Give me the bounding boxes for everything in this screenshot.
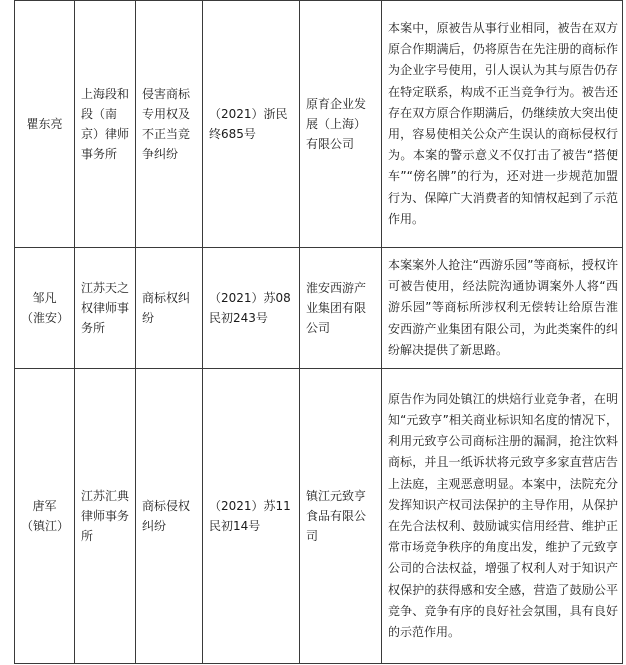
- case-table-container: [14, 0, 623, 664]
- table-row: [15, 1, 623, 248]
- party-cell: [300, 1, 382, 248]
- case-type: 商标权纠纷: [142, 291, 191, 325]
- case-table: [14, 0, 623, 664]
- case-number-cell: [203, 248, 300, 369]
- case-number-cell: [203, 1, 300, 248]
- law-firm-cell: [75, 248, 136, 369]
- lawyer-name: 唐军（镇江）: [21, 499, 70, 533]
- law-firm-cell: [75, 369, 136, 664]
- case-number: （2021）苏08民初243号: [209, 291, 291, 325]
- description-cell: [382, 1, 623, 248]
- lawyer-name-cell: [15, 369, 75, 664]
- case-type-cell: [136, 248, 203, 369]
- description-cell: [382, 369, 623, 664]
- party-cell: [300, 369, 382, 664]
- table-row: [15, 369, 623, 664]
- law-firm: 江苏天之权律师事务所: [81, 281, 130, 335]
- lawyer-name: 瞿东亮: [26, 117, 63, 131]
- description-cell: [382, 248, 623, 369]
- lawyer-name: 邹凡（淮安）: [21, 291, 70, 325]
- table-row: [15, 248, 623, 369]
- case-description: 本案中，原被告从事行业相同，被告在双方原合作期满后，仍将原告在先注册的商标作为企业字号使用，引人误认为其与原告仍存在特定联系，构成不正当竞争行为。被告还存在双方原合作期满后，仍继续放大突出使用，容易使相关公众产生误认的商标侵权行为。本案的警示意义不仅打击了被告“搭便车”“傍名牌”的行为，还对进一步规范加盟行为、保障广大消费者的知情权起到了示范作用。: [388, 20, 618, 226]
- case-number: （2021）浙民终685号: [209, 107, 288, 141]
- law-firm-cell: [75, 1, 136, 248]
- case-description: 原告作为同处镇江的烘焙行业竞争者，在明知“元致亨”相关商业标识知名度的情况下，利用元致亨公司商标注册的漏洞，抢注饮料商标，并且一纸诉状将元致亨多家直营店告上法庭，主观恶意明显。本案中，法院充分发挥知识产权司法保护的主导作用，从保护在先合法权利、鼓励诚实信用经营、维护正常市场竞争秩序的角度出发，维护了元致亨公司的合法权益，增强了权利人对于知识产权保护的获得感和安全感，营造了鼓励公平竞争、竞争有序的良好社会氛围，具有良好的示范作用。: [388, 391, 618, 640]
- law-firm: 江苏汇典律师事务所: [81, 489, 130, 543]
- case-number: （2021）苏11民初14号: [209, 499, 291, 533]
- case-type-cell: [136, 369, 203, 664]
- party-name: 镇江元致亨食品有限公司: [306, 489, 367, 543]
- lawyer-name-cell: [15, 248, 75, 369]
- lawyer-name-cell: [15, 1, 75, 248]
- law-firm: 上海段和段（南京）律师事务所: [81, 87, 130, 161]
- case-type-cell: [136, 1, 203, 248]
- case-description: 本案案外人抢注“西游乐园”等商标，授权许可被告使用，经法院沟通协调案外人将“西游乐园”等商标所涉权利无偿转让给原告淮安西游产业集团有限公司，为此类案件的纠纷解决提供了新思路。: [388, 257, 618, 357]
- party-name: 淮安西游产业集团有限公司: [306, 281, 367, 335]
- case-number-cell: [203, 369, 300, 664]
- party-name: 原育企业发展（上海）有限公司: [306, 97, 367, 151]
- party-cell: [300, 248, 382, 369]
- case-type: 侵害商标专用权及不正当竞争纠纷: [142, 87, 191, 161]
- case-type: 商标侵权纠纷: [142, 499, 191, 533]
